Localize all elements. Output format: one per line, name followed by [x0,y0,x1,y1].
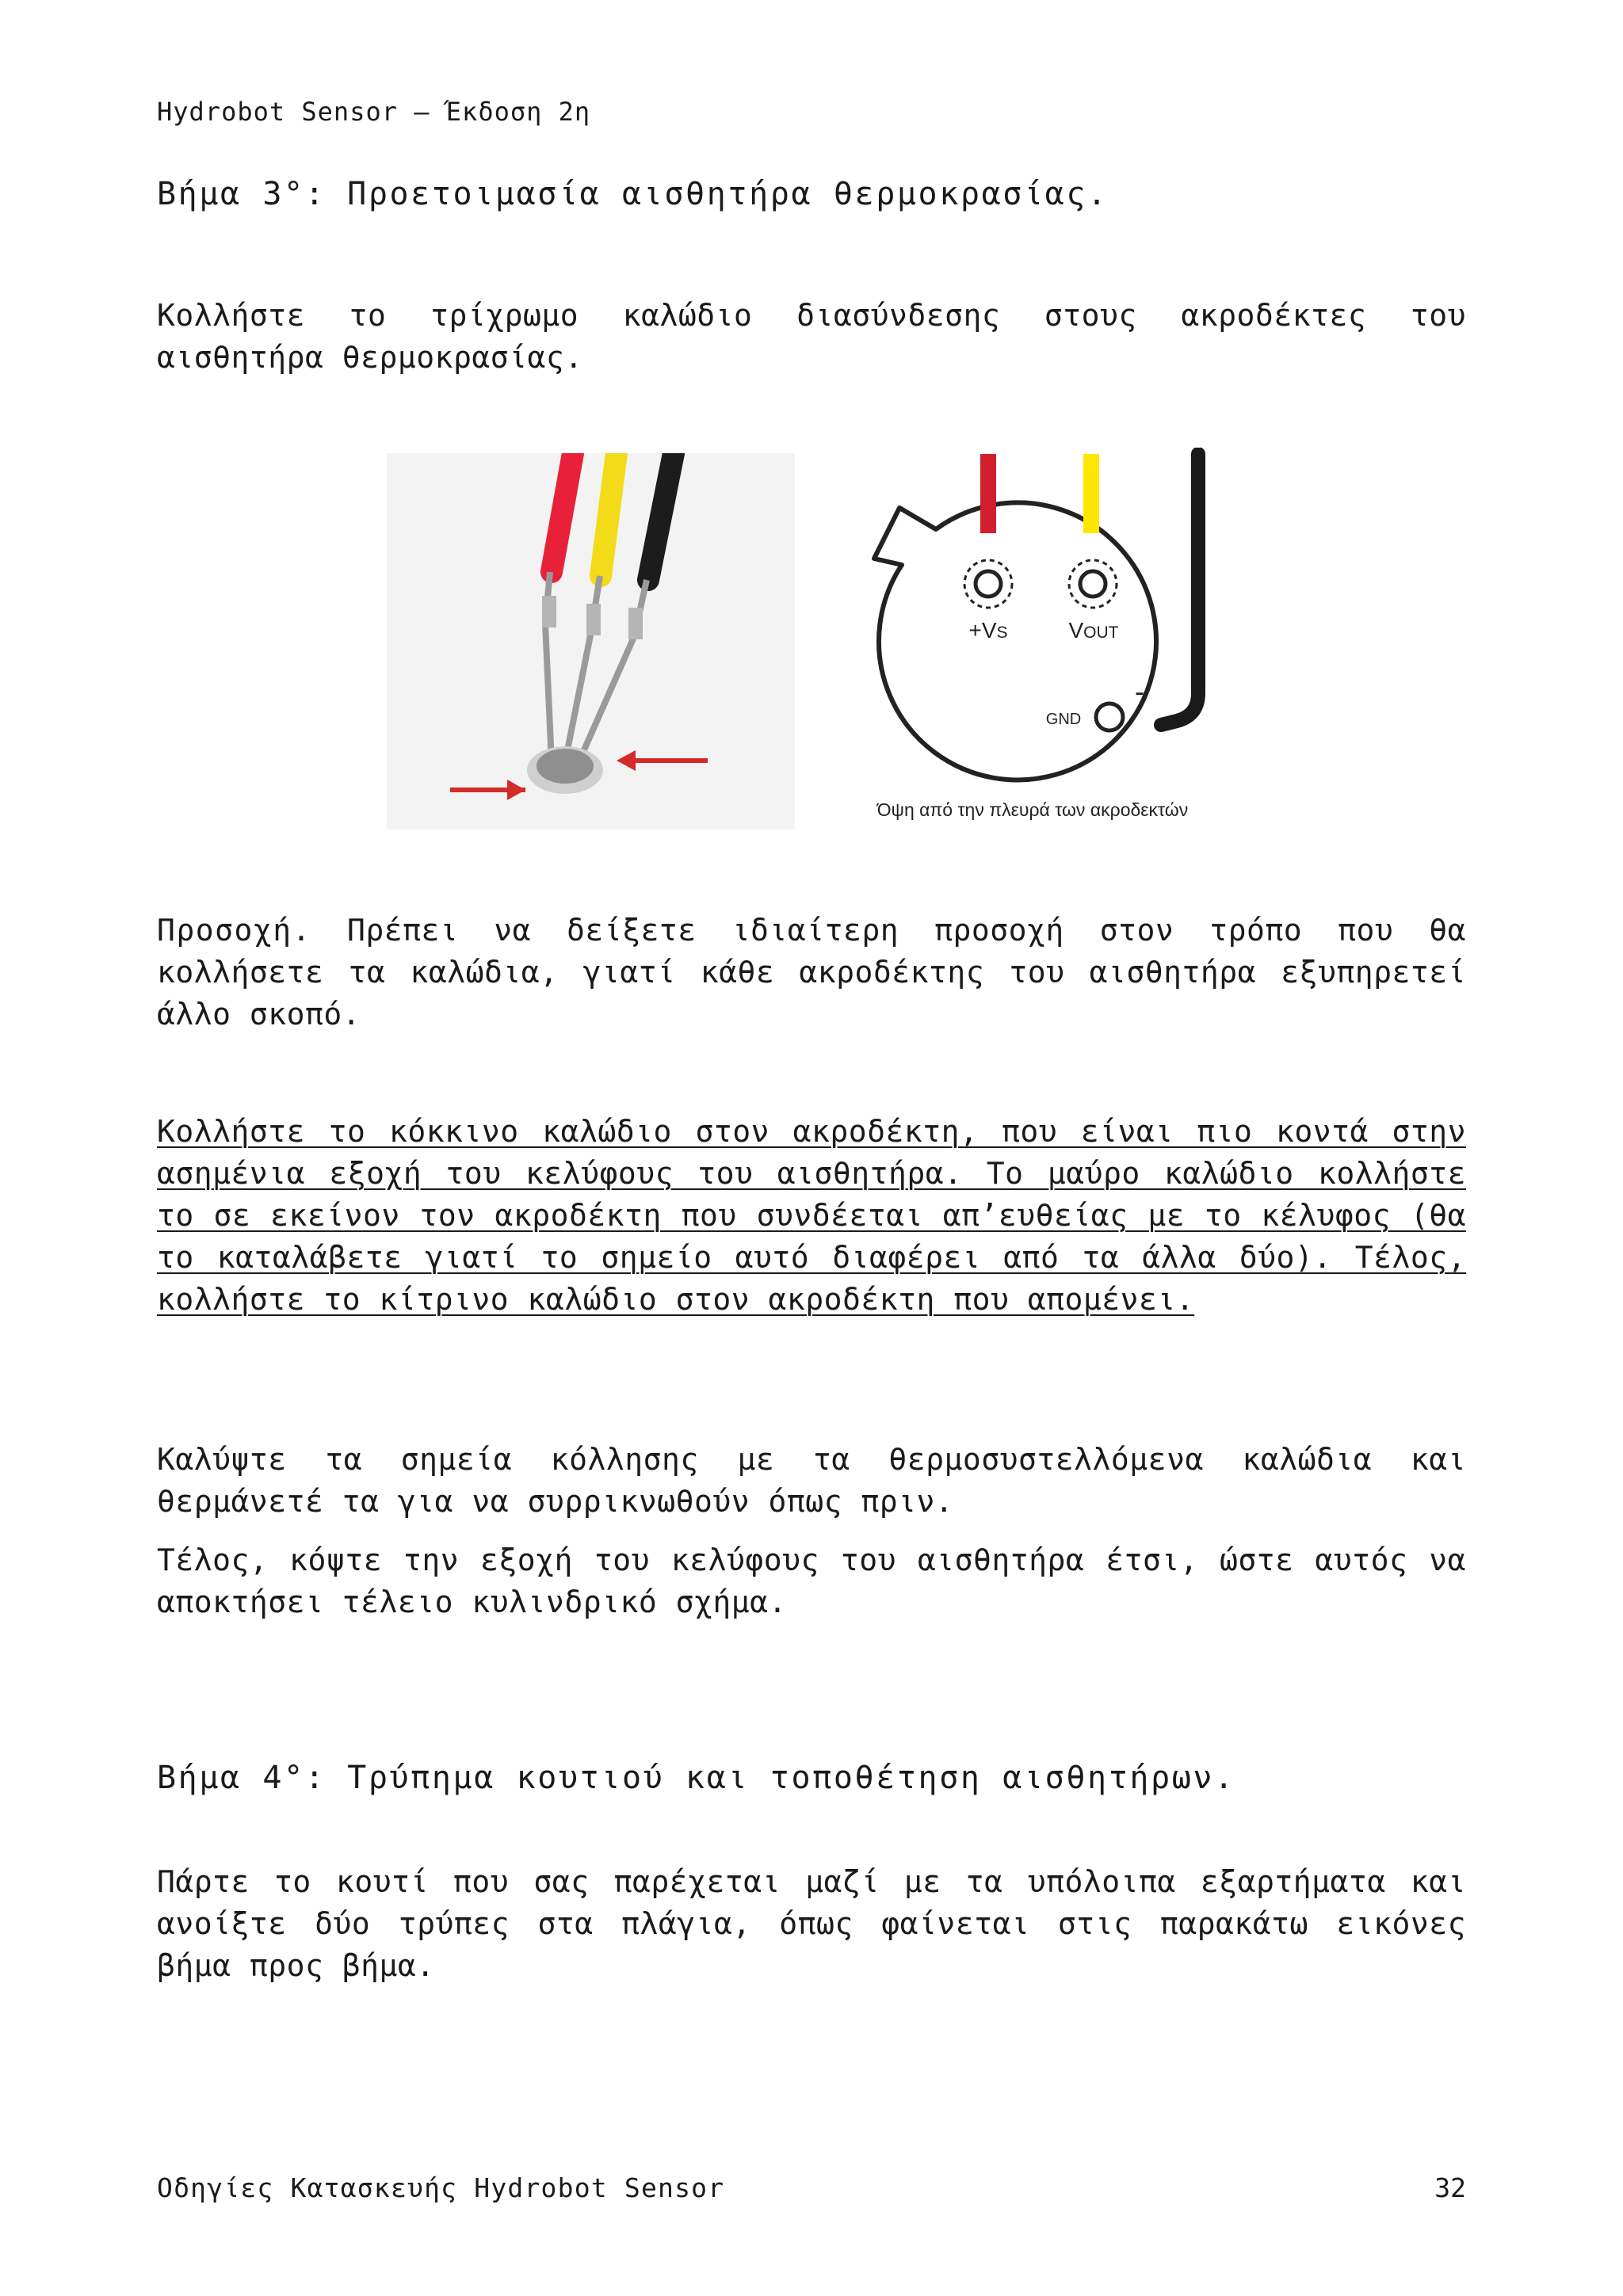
step-4-text: Πάρτε το κουτί που σας παρέχεται μαζί με τα υπόλοιπα εξαρτήματα και ανοίξτε δύο τρύπες στα πλάγια, όπως φαίνεται στις παρακάτω εικόνες βήμα προς βήμα. [157,1864,1466,1983]
heatshrink-paragraph: Καλύψτε τα σημεία κόλλησης με τα θερμοσυστελλόμενα καλώδια και θερμάνετέ τα για να συρρικνωθούν όπως πριν. [157,1442,1466,1519]
wiring-instructions: Κολλήστε το κόκκινο καλώδιο στον ακροδέκτη, που είναι πιο κοντά στην ασημένια εξοχή του κελύφους του αισθητήρα. Το μαύρο καλώδιο κολλήστε το σε εκείνον τον ακροδέκτη που συνδέεται απ’ευθείας με το κέλυφος (θα το καταλάβετε γιατί το σημείο αυτό διαφέρει από τα άλλα δύο). Τέλος, κολλήστε το κίτρινο καλώδιο στον ακροδέκτη που απομένει. [157,1114,1466,1317]
pin-gnd [1096,704,1123,730]
pin-vout [1080,571,1106,597]
warning-text: Πρέπει να δείξετε ιδιαίτερη προσοχή στον τρόπο που θα κολλήσετε τα καλώδια, γιατί κάθε ακροδέκτης του αισθητήρα εξυπηρετεί άλλο σκοπό. [157,913,1466,1032]
step-3-heading: Βήμα 3°: Προετοιμασία αισθητήρα θερμοκρασίας. [157,176,1109,212]
yellow-wire [601,453,617,576]
label-gnd: GND [1045,711,1082,728]
sensor-wiring-photo [387,453,795,830]
label-vout: VOUT [1068,618,1119,643]
running-header: Hydrobot Sensor – Έκδοση 2η [157,97,591,127]
sensor-pinout-diagram [852,448,1232,836]
step-4-heading: Βήμα 4°: Τρύπημα κουτιού και τοποθέτηση αισθητήρων. [157,1760,1235,1796]
footer-title: Οδηγίες Κατασκευής Hydrobot Sensor [157,2172,725,2203]
label-minus: - [1135,675,1144,707]
page-number: 32 [1434,2172,1466,2203]
pin-vs [976,571,1001,597]
warning-paragraph [157,910,1466,1035]
diagram-caption: Όψη από την πλευρά των ακροδεκτών [876,799,1189,820]
label-vs: +VS [968,618,1008,643]
black-wire-line [1161,454,1198,725]
trim-paragraph: Τέλος, κόψτε την εξοχή του κελύφους του αισθητήρα έτσι, ώστε αυτός να αποκτήσει τέλειο κυλινδρικό σχήμα. [157,1543,1466,1619]
step-3-intro: Κολλήστε το τρίχρωμο καλώδιο διασύνδεσης στους ακροδέκτες του αισθητήρα θερμοκρασίας. [157,298,1466,375]
warning-lead: Προσοχή. [157,913,312,948]
